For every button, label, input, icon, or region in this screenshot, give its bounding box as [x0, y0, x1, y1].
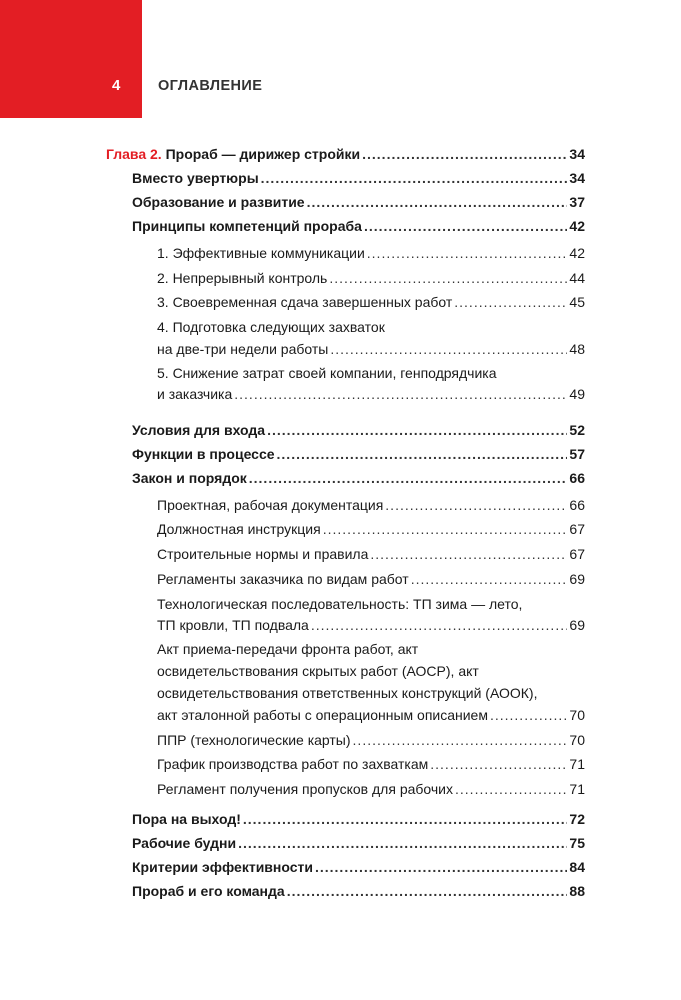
dot-leader — [454, 293, 567, 311]
toc-subitem-row[interactable] — [157, 570, 585, 588]
toc-subitem-title: и заказчика — [157, 386, 233, 402]
toc-subitem-line[interactable]: Технологическая последовательность: ТП зима — лето, — [157, 596, 523, 612]
toc-subitem-title: 1. Эффективные коммуникации — [157, 245, 365, 261]
toc-subitem-row[interactable] — [157, 520, 585, 538]
toc-page-number: 66 — [569, 470, 585, 486]
dot-leader — [353, 731, 568, 749]
toc-subitem-row[interactable] — [157, 545, 585, 563]
toc-page-number: 44 — [569, 270, 585, 286]
toc-section-title: Критерии эффективности — [132, 859, 313, 875]
toc-page-number: 69 — [569, 617, 585, 633]
dot-leader — [267, 421, 567, 439]
toc-subitem-row[interactable] — [157, 706, 585, 724]
dot-leader — [330, 340, 567, 358]
toc-section-row[interactable] — [132, 421, 585, 439]
dot-leader — [243, 810, 568, 828]
dot-leader — [249, 469, 568, 487]
toc-subitem-row[interactable] — [157, 731, 585, 749]
toc-subitem-row[interactable] — [157, 616, 585, 634]
toc-section-title: Прораб и его команда — [132, 883, 285, 899]
toc-subitem-row[interactable] — [157, 755, 585, 773]
toc-page-number: 57 — [569, 446, 585, 462]
dot-leader — [307, 193, 568, 211]
toc-section-title: Условия для входа — [132, 422, 266, 438]
toc-page-number: 49 — [569, 386, 585, 402]
toc-page-number: 71 — [569, 756, 585, 772]
toc-page-number: 42 — [569, 245, 585, 261]
chapter-prefix: Глава 2. — [106, 146, 162, 162]
dot-leader — [364, 217, 567, 235]
toc-page-number: 75 — [569, 835, 585, 851]
toc-subitem-row[interactable] — [157, 269, 585, 287]
toc-subitem-title: ППР (технологические карты) — [157, 732, 351, 748]
toc-section-row[interactable] — [132, 810, 585, 828]
toc-subitem-line[interactable]: освидетельствования скрытых работ (АОСР), акт — [157, 663, 479, 679]
toc-subitem-title: 2. Непрерывный контроль — [157, 270, 328, 286]
toc-page-number: 69 — [569, 571, 585, 587]
dot-leader — [430, 755, 567, 773]
dot-leader — [234, 385, 567, 403]
toc-page-number: 67 — [569, 521, 585, 537]
toc-section-row[interactable] — [132, 169, 585, 187]
toc-page-number: 45 — [569, 294, 585, 310]
toc-subitem-row[interactable] — [157, 496, 585, 514]
dot-leader — [238, 834, 567, 852]
toc-page-number: 71 — [569, 781, 585, 797]
toc-subitem-title: Регламенты заказчика по видам работ — [157, 571, 409, 587]
toc-section-row[interactable] — [132, 193, 585, 211]
chapter-title: Прораб — дирижер стройки — [165, 146, 361, 162]
toc-section-title: Функции в процессе — [132, 446, 275, 462]
toc-page-number: 34 — [569, 170, 585, 186]
dot-leader — [315, 858, 567, 876]
toc-subitem-row[interactable] — [157, 244, 585, 262]
toc-subitem-title: на две-три недели работы — [157, 341, 329, 357]
toc-subitem-title: Регламент получения пропусков для рабочих — [157, 781, 454, 797]
toc-subitem-line[interactable]: Акт приема-передачи фронта работ, акт — [157, 641, 419, 657]
toc-subitem-title: 3. Своевременная сдача завершенных работ — [157, 294, 453, 310]
toc-subitem-line[interactable]: 4. Подготовка следующих захваток — [157, 319, 385, 335]
toc-section-title: Принципы компетенций прораба — [132, 218, 362, 234]
toc-section-row[interactable] — [132, 882, 585, 900]
toc-page-number: 72 — [569, 811, 585, 827]
dot-leader — [362, 145, 567, 163]
toc-page-number: 66 — [569, 497, 585, 513]
section-title: ОГЛАВЛЕНИЕ — [158, 78, 263, 94]
toc-section-title: Вместо увертюры — [132, 170, 259, 186]
toc-subitem-title: Должностная инструкция — [157, 521, 321, 537]
toc-subitem-title: Проектная, рабочая документация — [157, 497, 384, 513]
toc-section-row[interactable] — [132, 834, 585, 852]
toc-subitem-title: График производства работ по захваткам — [157, 756, 429, 772]
dot-leader — [277, 445, 568, 463]
toc-subitem-line[interactable]: освидетельствования ответственных конструкций (АООК), — [157, 685, 538, 701]
dot-leader — [261, 169, 568, 187]
dot-leader — [490, 706, 567, 724]
toc-subitem-title: Строительные нормы и правила — [157, 546, 369, 562]
dot-leader — [385, 496, 567, 514]
toc-page-number: 67 — [569, 546, 585, 562]
toc-page-number: 84 — [569, 859, 585, 875]
toc-section-row[interactable] — [132, 445, 585, 463]
dot-leader — [370, 545, 567, 563]
header-accent-block — [0, 0, 142, 118]
toc-subitem-row[interactable] — [157, 780, 585, 798]
toc-page-number: 70 — [569, 732, 585, 748]
dot-leader — [411, 570, 568, 588]
toc-section-title: Закон и порядок — [132, 470, 247, 486]
toc-page-number: 34 — [569, 146, 585, 162]
toc-subitem-line[interactable]: 5. Снижение затрат своей компании, генподрядчика — [157, 365, 497, 381]
toc-page-number: 48 — [569, 341, 585, 357]
toc-section-row[interactable] — [132, 217, 585, 235]
toc-subitem-title: ТП кровли, ТП подвала — [157, 617, 309, 633]
dot-leader — [329, 269, 567, 287]
dot-leader — [287, 882, 568, 900]
dot-leader — [323, 520, 568, 538]
toc-subitem-row[interactable] — [157, 340, 585, 358]
toc-subitem-row[interactable] — [157, 385, 585, 403]
toc-section-title: Пора на выход! — [132, 811, 241, 827]
toc-page-number: 42 — [569, 218, 585, 234]
toc-page-number: 37 — [569, 194, 585, 210]
toc-section-row[interactable] — [132, 858, 585, 876]
toc-subitem-row[interactable] — [157, 293, 585, 311]
toc-page-number: 52 — [569, 422, 585, 438]
toc-page-number: 70 — [569, 707, 585, 723]
dot-leader — [367, 244, 568, 262]
page-number: 4 — [112, 77, 121, 94]
toc-subitem-title: акт эталонной работы с операционным описанием — [157, 707, 488, 723]
toc-page-number: 88 — [569, 883, 585, 899]
toc-section-row[interactable] — [132, 469, 585, 487]
toc-section-title: Рабочие будни — [132, 835, 237, 851]
toc-section-title: Образование и развитие — [132, 194, 305, 210]
toc-chapter-row[interactable] — [106, 145, 585, 163]
dot-leader — [455, 780, 567, 798]
dot-leader — [311, 616, 568, 634]
